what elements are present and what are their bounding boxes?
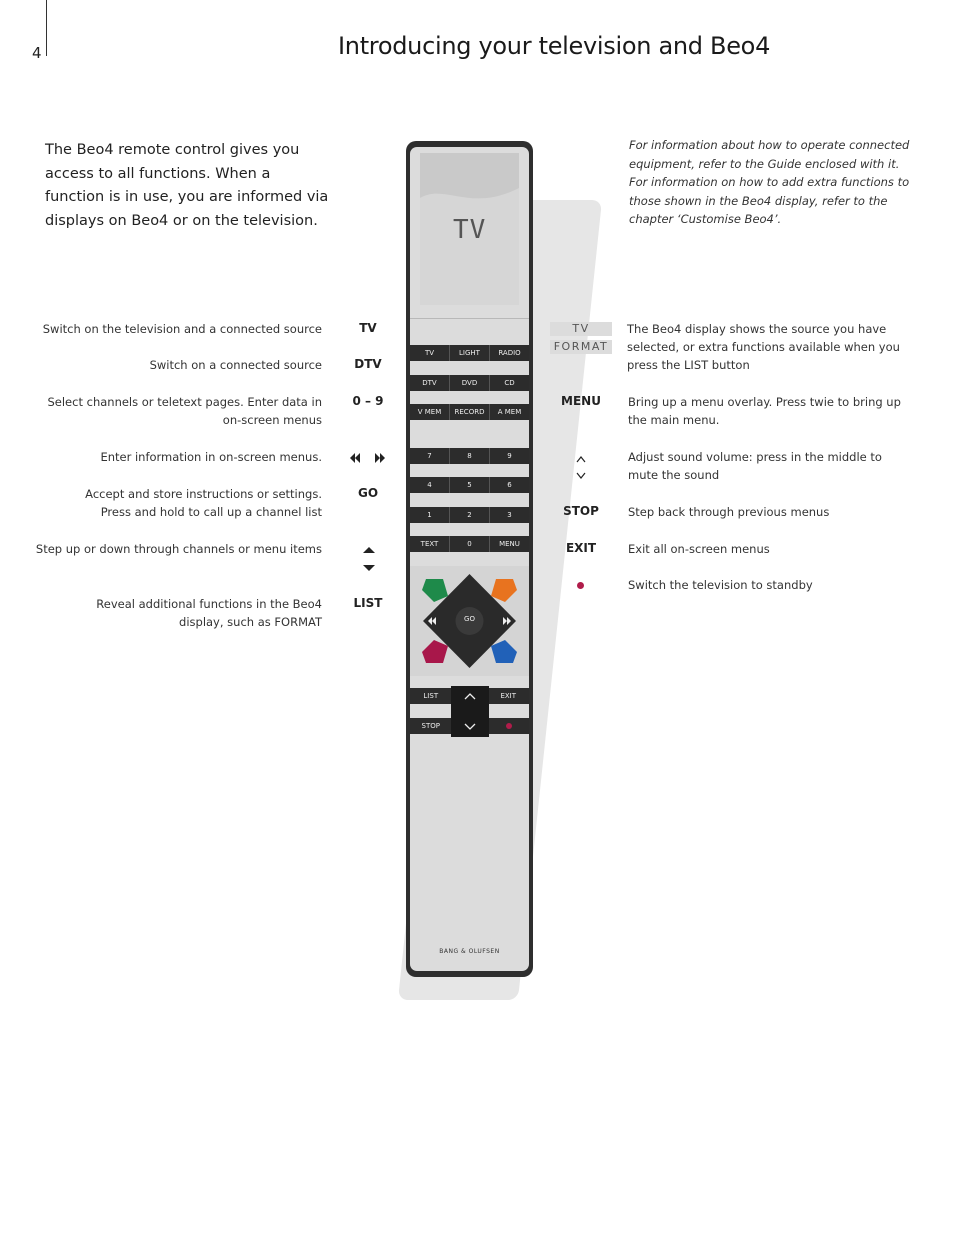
key-list: LIST	[353, 596, 383, 610]
display-example-format: FORMAT	[550, 340, 612, 354]
page-number: 4	[32, 44, 42, 62]
amem-button[interactable]: A MEM	[497, 408, 522, 416]
text-row	[410, 536, 529, 552]
text-button[interactable]: TEXT	[410, 536, 450, 552]
intro-text: The Beo4 remote control gives you access to all functions. When a function is in use, you are informed via displays on Beo4 or on the television.	[45, 142, 329, 229]
key-tv: TV	[359, 321, 377, 335]
digit-3-button[interactable]: 3	[507, 511, 512, 519]
navigation-pad	[410, 566, 529, 676]
digit-8-button[interactable]: 8	[450, 448, 490, 464]
menu-button[interactable]: MENU	[499, 540, 520, 548]
vmem-button[interactable]: V MEM	[410, 404, 450, 420]
digit-row-123	[410, 507, 529, 523]
key-digits: 0 – 9	[352, 394, 384, 408]
digit-row-456	[410, 477, 529, 493]
digit-9-button[interactable]: 9	[507, 452, 512, 460]
display-example-tv: TV	[550, 322, 612, 336]
standby-icon	[577, 582, 584, 589]
desc-dtv: Switch on a connected source	[149, 358, 322, 372]
up-down-triangles-icon	[362, 545, 376, 579]
source-row	[410, 345, 529, 361]
desc-go: Accept and store instructions or settings. Press and hold to call up a channel list	[85, 487, 322, 519]
key-exit: EXIT	[565, 541, 597, 555]
desc-list: Reveal additional functions in the Beo4 display, such as FORMAT	[96, 597, 322, 629]
desc-exit: Exit all on-screen menus	[628, 542, 770, 556]
record-button[interactable]: RECORD	[450, 404, 490, 420]
desc-standby: Switch the television to standby	[628, 578, 813, 592]
radio-button[interactable]: RADIO	[498, 349, 521, 357]
digit-2-button[interactable]: 2	[450, 507, 490, 523]
key-dtv: DTV	[354, 357, 382, 371]
divider	[410, 318, 529, 319]
remote-display	[420, 153, 519, 305]
standby-dot-icon	[506, 723, 512, 729]
volume-rocker[interactable]	[451, 686, 489, 737]
exit-button[interactable]: EXIT	[500, 692, 517, 700]
light-button[interactable]: LIGHT	[450, 345, 490, 361]
list-button[interactable]: LIST	[410, 688, 453, 704]
digit-row-789	[410, 448, 529, 464]
go-button[interactable]: GO	[464, 615, 475, 623]
page-rule	[46, 0, 47, 56]
wind-rewind-icon	[349, 450, 389, 469]
dvd-button[interactable]: DVD	[450, 375, 490, 391]
source-row-2	[410, 375, 529, 391]
desc-digits: Select channels or teletext pages. Enter data in on-screen menus	[47, 395, 322, 427]
key-stop: STOP	[563, 504, 599, 518]
page-title: Introducing your television and Beo4	[338, 32, 771, 60]
dtv-button[interactable]: DTV	[410, 375, 450, 391]
key-menu: MENU	[561, 394, 601, 408]
desc-step: Step up or down through channels or menu items	[35, 542, 322, 556]
digit-5-button[interactable]: 5	[450, 477, 490, 493]
desc-display: The Beo4 display shows the source you have selected, or extra functions available when you press the LIST button	[627, 322, 900, 372]
display-text: TV	[453, 215, 487, 245]
memory-row	[410, 404, 529, 420]
digit-7-button[interactable]: 7	[410, 448, 450, 464]
digit-6-button[interactable]: 6	[507, 481, 512, 489]
desc-wind: Enter information in on-screen menus.	[100, 450, 322, 464]
reference-note: For information about how to operate connected equipment, refer to the Guide enclosed with it. For information on how to add extra functions to those shown in the Beo4 display, refer to the chapter ‘Customise Beo4’.	[629, 138, 910, 226]
desc-menu: Bring up a menu overlay. Press twie to bring up the main menu.	[628, 395, 901, 427]
brand-logo: BANG & OLUFSEN	[439, 948, 500, 955]
digit-1-button[interactable]: 1	[410, 507, 450, 523]
stop-button[interactable]: STOP	[410, 718, 453, 734]
desc-volume: Adjust sound volume: press in the middle to mute the sound	[628, 450, 882, 482]
cd-button[interactable]: CD	[504, 379, 515, 387]
key-go: GO	[357, 486, 379, 500]
desc-tv: Switch on the television and a connected source	[42, 322, 322, 336]
digit-4-button[interactable]: 4	[410, 477, 450, 493]
digit-0-button[interactable]: 0	[450, 536, 490, 552]
volume-arrows-icon	[574, 450, 588, 488]
desc-stop: Step back through previous menus	[628, 505, 830, 519]
tv-button[interactable]: TV	[410, 345, 450, 361]
